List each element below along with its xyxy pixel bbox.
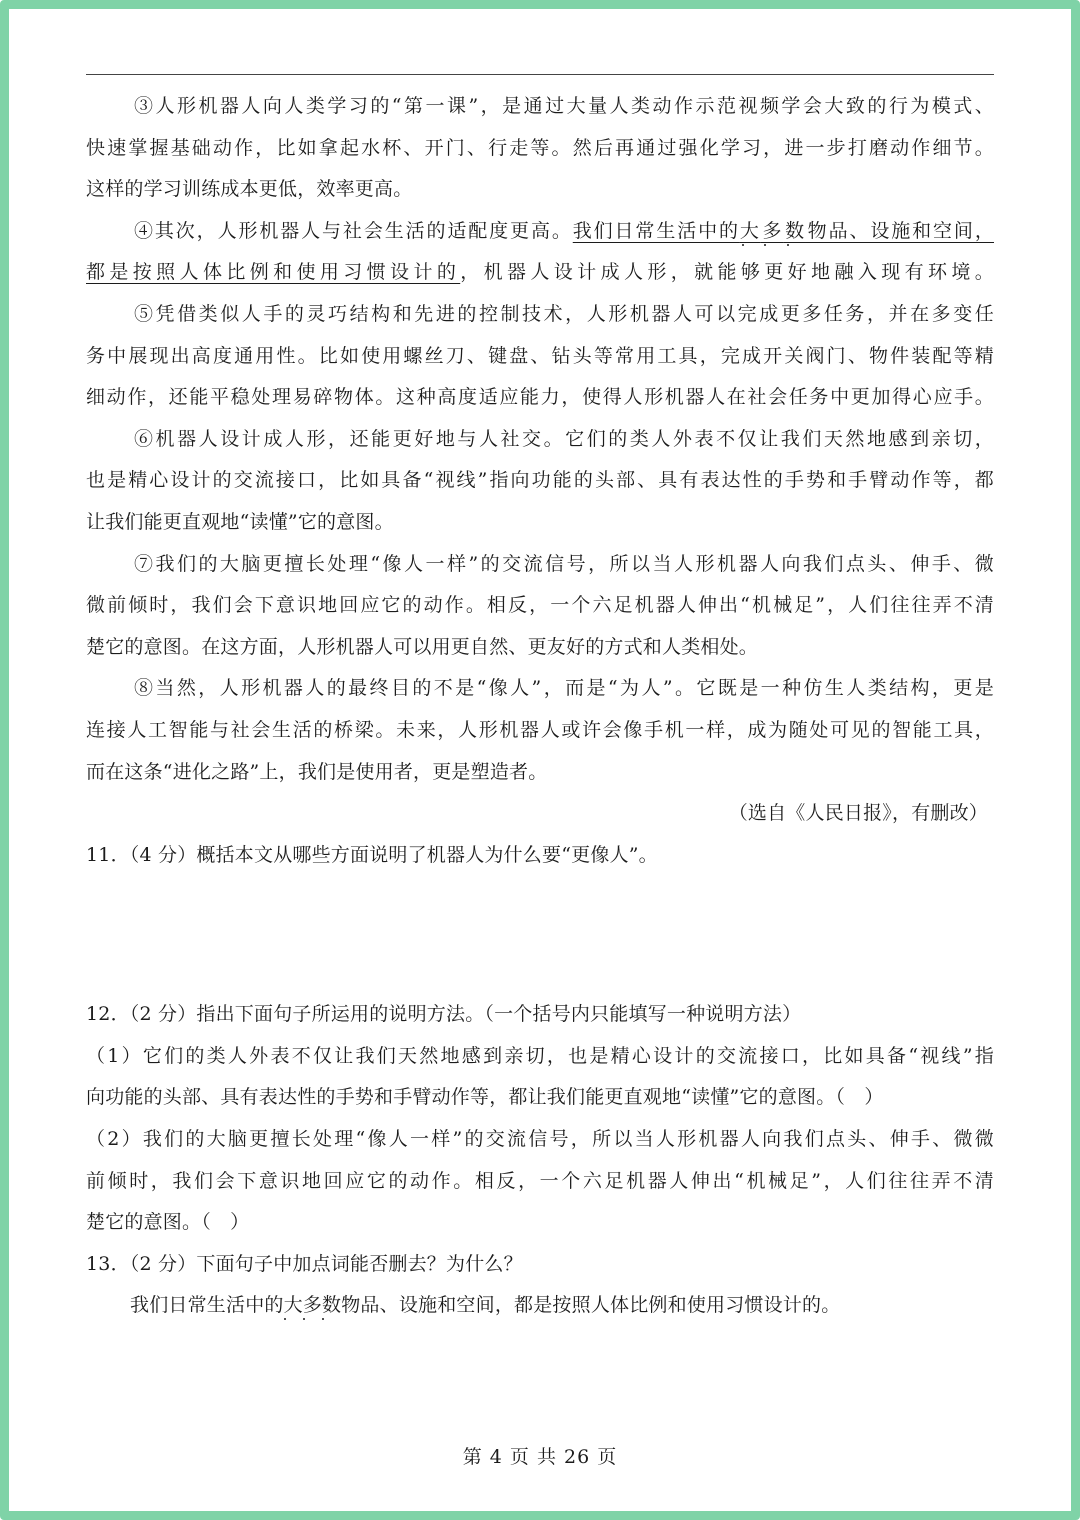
paragraph-4-text: ④其次，人形机器人与社会生活的适配度更高。 [134,219,573,242]
emphasis-dot [742,244,744,246]
q13-text: 物品、设施和空间，都是按照人体比例和使用习惯设计的。 [341,1294,841,1317]
question-12-stem: 12．（2 分）指出下面句子所运用的说明方法。（一个括号内只能填写一种说明方法） [86,1003,802,1026]
paragraph-4-line-1 [86,211,994,253]
underlined-sentence-part [573,220,994,242]
question-12-sentence-2-line-1: （2）我们的大脑更擅长处理“像人一样”的交流信号，所以当人形机器人向我们点头、伸手、微微 [86,1128,994,1151]
dotted-word-char: 数 [322,1294,342,1317]
q13-text: 我们日常生活中的 [130,1294,284,1317]
question-12-sentence-1-line-1: （1）它们的类人外表不仅让我们天然地感到亲切，也是精心设计的交流接口，比如具备“视线”指 [86,1044,994,1067]
dotted-word-char: 大 [739,219,761,242]
paragraph-5-line-3: 细动作，还能平稳处理易碎物体。这种高度适应能力，使得人形机器人在社会任务中更加得心应手。 [86,386,994,409]
paragraph-8-line-3: 而在这条“进化之路”上，我们是使用者，更是塑造者。 [86,760,548,783]
emphasis-dot [303,1318,305,1320]
document-page [86,86,994,1327]
paragraph-3-line-2: 快速掌握基础动作，比如拿起水杯、开门、行走等。然后再通过强化学习，进一步打磨动作细节。 [86,136,994,159]
underlined-sentence-end: 都是按照人体比例和使用习惯设计的 [86,261,461,284]
question-13-sentence [86,1285,994,1327]
question-12-sentence-2-line-2: 前倾时，我们会下意识地回应它的动作。相反，一个六足机器人伸出“机械足”，人们往往弄不清 [86,1169,994,1192]
paragraph-8-line-1: ⑧当然，人形机器人的最终目的不是“像人”，而是“为人”。它既是一种仿生人类结构，更是 [134,677,994,700]
underlined-text: 物品、设施和空间， [805,219,994,242]
emphasis-dot [787,244,789,246]
page-number-footer: 第 4 页 共 26 页 [462,1446,618,1468]
dotted-word-char: 数 [783,219,806,242]
source-citation: （选自《人民日报》，有删改） [728,802,988,825]
answer-space-11-extra [86,962,994,994]
emphasis-dot [764,244,766,246]
answer-space-11 [86,876,994,962]
emphasis-dot [322,1318,324,1320]
paragraph-4-text: ，机器人设计成人形，就能够更好地融入现有环境。 [460,261,994,284]
question-13-stem: 13．（2 分）下面句子中加点词能否删去？为什么？ [86,1252,523,1275]
dotted-word-char: 多 [760,219,784,242]
paragraph-5-line-1: ⑤凭借类似人手的灵巧结构和先进的控制技术，人形机器人可以完成更多任务，并在多变任 [134,302,994,325]
dotted-word-char: 大 [283,1294,303,1317]
paragraph-7-line-3: 楚它的意图。在这方面，人形机器人可以用更自然、更友好的方式和人类相处。 [86,635,759,658]
question-12-sentence-1-line-2: 向功能的头部、具有表达性的手势和手臂动作等，都让我们能更直观地“读懂”它的意图。（ ） [86,1086,884,1109]
paragraph-6-line-2: 也是精心设计的交流接口，比如具备“视线”指向功能的头部、具有表达性的手势和手臂动作等，都 [86,469,994,492]
dotted-word-char: 多 [302,1294,323,1317]
header-rule [86,74,994,75]
paragraph-6-line-3: 让我们能更直观地“读懂”它的意图。 [86,510,394,533]
emphasis-dot [284,1318,286,1320]
question-11: 11．（4 分）概括本文从哪些方面说明了机器人为什么要“更像人”。 [86,843,658,866]
paragraph-6-line-1: ⑥机器人设计成人形，还能更好地与人社交。它们的类人外表不仅让我们天然地感到亲切， [134,427,994,450]
paragraph-3-line-3: 这样的学习训练成本更低，效率更高。 [86,178,413,201]
paragraph-7-line-1: ⑦我们的大脑更擅长处理“像人一样”的交流信号，所以当人形机器人向我们点头、伸手、微 [134,552,994,575]
paragraph-4-line-2 [86,252,994,294]
paragraph-7-line-2: 微前倾时，我们会下意识地回应它的动作。相反，一个六足机器人伸出“机械足”，人们往往弄不清 [86,594,994,617]
paragraph-8-line-2: 连接人工智能与社会生活的桥梁。未来，人形机器人或许会像手机一样，成为随处可见的智能工具， [86,718,994,741]
paragraph-3-line-1: ③人形机器人向人类学习的“第一课”，是通过大量人类动作示范视频学会大致的行为模式、 [134,95,994,117]
underlined-text: 我们日常生活中的 [572,219,740,242]
question-12-sentence-2-line-3: 楚它的意图。（ ） [86,1211,250,1234]
paragraph-5-line-2: 务中展现出高度通用性。比如使用螺丝刀、键盘、钻头等常用工具，完成开关阀门、物件装配等精 [86,344,994,367]
